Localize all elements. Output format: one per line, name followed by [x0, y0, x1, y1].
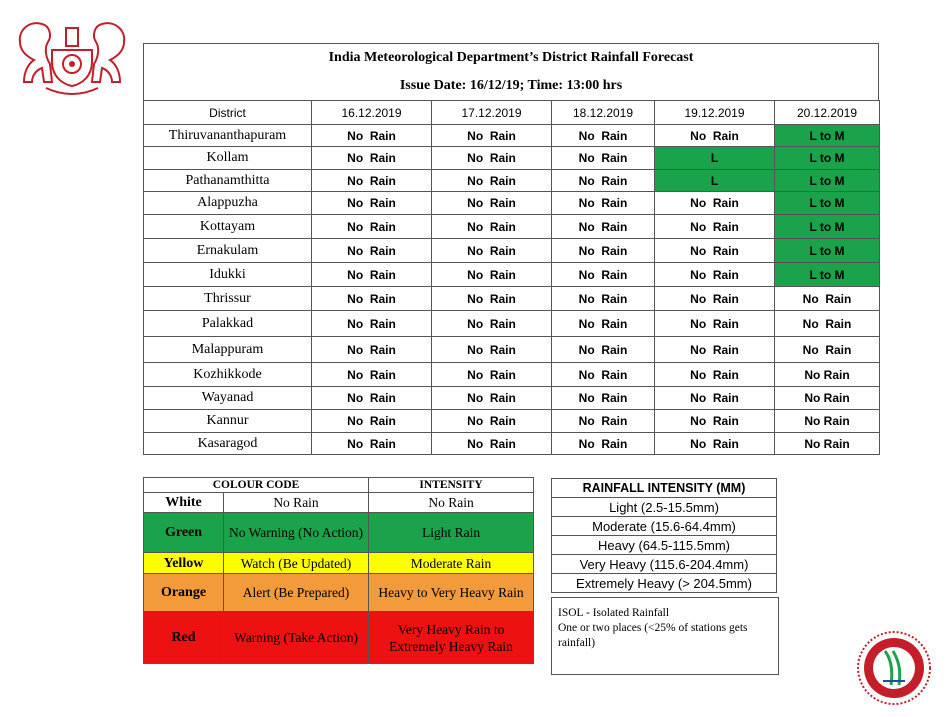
- forecast-cell: No Rain: [432, 363, 552, 387]
- forecast-cell: No Rain: [312, 125, 432, 147]
- forecast-cell: No Rain: [552, 263, 655, 287]
- district-row: [144, 263, 880, 287]
- forecast-cell: No Rain: [432, 387, 552, 410]
- forecast-cell: No Rain: [432, 215, 552, 239]
- intensity-row: Moderate (15.6-64.4mm): [552, 517, 777, 536]
- note-line: One or two places (<25% of stations gets rainfall): [558, 622, 748, 649]
- colour-code-header: COLOUR CODE: [144, 478, 369, 493]
- legend-row: [144, 553, 534, 574]
- forecast-cell: No Rain: [312, 311, 432, 337]
- forecast-cell: No Rain: [552, 170, 655, 192]
- forecast-cell: No Rain: [432, 147, 552, 170]
- forecast-cell: No Rain: [552, 433, 655, 455]
- forecast-cell: L to M: [775, 192, 880, 215]
- forecast-header: [143, 43, 879, 100]
- date-header-row: [144, 101, 880, 125]
- district-name: Wayanad: [144, 387, 312, 410]
- forecast-cell: No Rain: [432, 311, 552, 337]
- forecast-cell: L: [655, 147, 775, 170]
- district-name: Thiruvananthapuram: [144, 125, 312, 147]
- legend-colour-name: Green: [144, 513, 224, 553]
- legend-colour-name: White: [144, 493, 224, 513]
- forecast-cell: No Rain: [775, 363, 880, 387]
- intensity-header: INTENSITY: [369, 478, 534, 493]
- legend-row: [144, 574, 534, 612]
- forecast-cell: No Rain: [775, 387, 880, 410]
- forecast-cell: No Rain: [655, 125, 775, 147]
- forecast-cell: No Rain: [655, 363, 775, 387]
- forecast-cell: No Rain: [552, 387, 655, 410]
- district-name: Kasaragod: [144, 433, 312, 455]
- forecast-cell: No Rain: [312, 215, 432, 239]
- forecast-cell: L to M: [775, 147, 880, 170]
- forecast-title: India Meteorological Department’s District Rainfall Forecast: [328, 50, 694, 65]
- forecast-cell: No Rain: [312, 287, 432, 311]
- legend-header-row: [144, 478, 534, 493]
- district-row: [144, 387, 880, 410]
- forecast-cell: No Rain: [655, 410, 775, 433]
- forecast-cell: No Rain: [655, 239, 775, 263]
- district-row: [144, 147, 880, 170]
- district-name: Ernakulam: [144, 239, 312, 263]
- district-row: [144, 170, 880, 192]
- district-row: [144, 433, 880, 455]
- forecast-cell: No Rain: [552, 147, 655, 170]
- intensity-title: RAINFALL INTENSITY (MM): [552, 479, 777, 498]
- forecast-cell: No Rain: [432, 337, 552, 363]
- district-name: Malappuram: [144, 337, 312, 363]
- forecast-cell: No Rain: [655, 433, 775, 455]
- forecast-cell: L to M: [775, 170, 880, 192]
- forecast-cell: L: [655, 170, 775, 192]
- forecast-cell: No Rain: [312, 147, 432, 170]
- forecast-cell: No Rain: [552, 125, 655, 147]
- legend-intensity: Heavy to Very Heavy Rain: [369, 574, 534, 612]
- legend-row: [144, 513, 534, 553]
- date-header: 16.12.2019: [312, 101, 432, 125]
- intensity-row: Heavy (64.5-115.5mm): [552, 536, 777, 555]
- forecast-cell: No Rain: [552, 287, 655, 311]
- isolated-rainfall-note: [551, 597, 779, 675]
- forecast-cell: No Rain: [312, 192, 432, 215]
- intensity-row: Light (2.5-15.5mm): [552, 498, 777, 517]
- forecast-cell: No Rain: [775, 433, 880, 455]
- district-header: District: [144, 101, 312, 125]
- legend-row: [144, 493, 534, 513]
- forecast-cell: No Rain: [432, 410, 552, 433]
- forecast-cell: No Rain: [775, 337, 880, 363]
- date-header: 19.12.2019: [655, 101, 775, 125]
- forecast-cell: No Rain: [312, 263, 432, 287]
- forecast-cell: No Rain: [655, 263, 775, 287]
- forecast-cell: L to M: [775, 215, 880, 239]
- forecast-cell: No Rain: [312, 433, 432, 455]
- forecast-cell: No Rain: [655, 387, 775, 410]
- legend-row: [144, 612, 534, 664]
- district-name: Kottayam: [144, 215, 312, 239]
- legend-intensity: Light Rain: [369, 513, 534, 553]
- forecast-cell: L to M: [775, 125, 880, 147]
- rainfall-intensity-box: [551, 478, 777, 593]
- issue-date: Issue Date: 16/12/19; Time: 13:00 hrs: [399, 78, 623, 93]
- forecast-cell: No Rain: [655, 287, 775, 311]
- forecast-cell: No Rain: [432, 125, 552, 147]
- forecast-cell: No Rain: [655, 215, 775, 239]
- district-row: [144, 125, 880, 147]
- forecast-cell: No Rain: [432, 239, 552, 263]
- legend-intensity: Moderate Rain: [369, 553, 534, 574]
- forecast-cell: L to M: [775, 239, 880, 263]
- forecast-cell: No Rain: [775, 410, 880, 433]
- legend-warning: Alert (Be Prepared): [224, 574, 369, 612]
- district-name: Alappuzha: [144, 192, 312, 215]
- legend-warning: No Warning (No Action): [224, 513, 369, 553]
- district-row: [144, 215, 880, 239]
- forecast-cell: No Rain: [312, 239, 432, 263]
- forecast-cell: No Rain: [552, 410, 655, 433]
- forecast-cell: No Rain: [552, 311, 655, 337]
- district-name: Kozhikkode: [144, 363, 312, 387]
- district-name: Palakkad: [144, 311, 312, 337]
- forecast-cell: No Rain: [552, 363, 655, 387]
- forecast-cell: No Rain: [775, 287, 880, 311]
- district-row: [144, 410, 880, 433]
- legend-intensity: No Rain: [369, 493, 534, 513]
- forecast-cell: No Rain: [552, 215, 655, 239]
- district-row: [144, 192, 880, 215]
- forecast-cell: No Rain: [432, 170, 552, 192]
- forecast-cell: No Rain: [312, 387, 432, 410]
- legend-intensity: Very Heavy Rain to Extremely Heavy Rain: [369, 612, 534, 664]
- forecast-cell: No Rain: [432, 287, 552, 311]
- district-name: Pathanamthitta: [144, 170, 312, 192]
- forecast-cell: No Rain: [655, 192, 775, 215]
- district-name: Thrissur: [144, 287, 312, 311]
- colour-code-legend: [143, 477, 533, 664]
- kerala-emblem-logo: [8, 12, 136, 102]
- district-row: [144, 363, 880, 387]
- forecast-cell: No Rain: [432, 433, 552, 455]
- legend-colour-name: Yellow: [144, 553, 224, 574]
- intensity-row: Very Heavy (115.6-204.4mm): [552, 555, 777, 574]
- district-row: [144, 287, 880, 311]
- forecast-cell: No Rain: [552, 239, 655, 263]
- intensity-row: Extremely Heavy (> 204.5mm): [552, 574, 777, 593]
- district-name: Kollam: [144, 147, 312, 170]
- district-name: Kannur: [144, 410, 312, 433]
- legend-colour-name: Orange: [144, 574, 224, 612]
- forecast-cell: No Rain: [552, 337, 655, 363]
- district-row: [144, 311, 880, 337]
- district-row: [144, 337, 880, 363]
- district-row: [144, 239, 880, 263]
- forecast-cell: No Rain: [312, 337, 432, 363]
- legend-colour-name: Red: [144, 612, 224, 664]
- forecast-cell: No Rain: [432, 263, 552, 287]
- forecast-cell: No Rain: [655, 311, 775, 337]
- district-forecast-table: [143, 43, 879, 455]
- forecast-cell: L to M: [775, 263, 880, 287]
- forecast-cell: No Rain: [312, 363, 432, 387]
- date-header: 17.12.2019: [432, 101, 552, 125]
- note-line: ISOL - Isolated Rainfall: [558, 607, 670, 619]
- district-name: Idukki: [144, 263, 312, 287]
- imd-logo: [855, 629, 933, 707]
- forecast-cell: No Rain: [312, 410, 432, 433]
- date-header: 18.12.2019: [552, 101, 655, 125]
- forecast-cell: No Rain: [552, 192, 655, 215]
- forecast-cell: No Rain: [312, 170, 432, 192]
- forecast-cell: No Rain: [432, 192, 552, 215]
- legend-warning: Watch (Be Updated): [224, 553, 369, 574]
- date-header: 20.12.2019: [775, 101, 880, 125]
- legend-warning: No Rain: [224, 493, 369, 513]
- forecast-cell: No Rain: [655, 337, 775, 363]
- forecast-cell: No Rain: [775, 311, 880, 337]
- legend-warning: Warning (Take Action): [224, 612, 369, 664]
